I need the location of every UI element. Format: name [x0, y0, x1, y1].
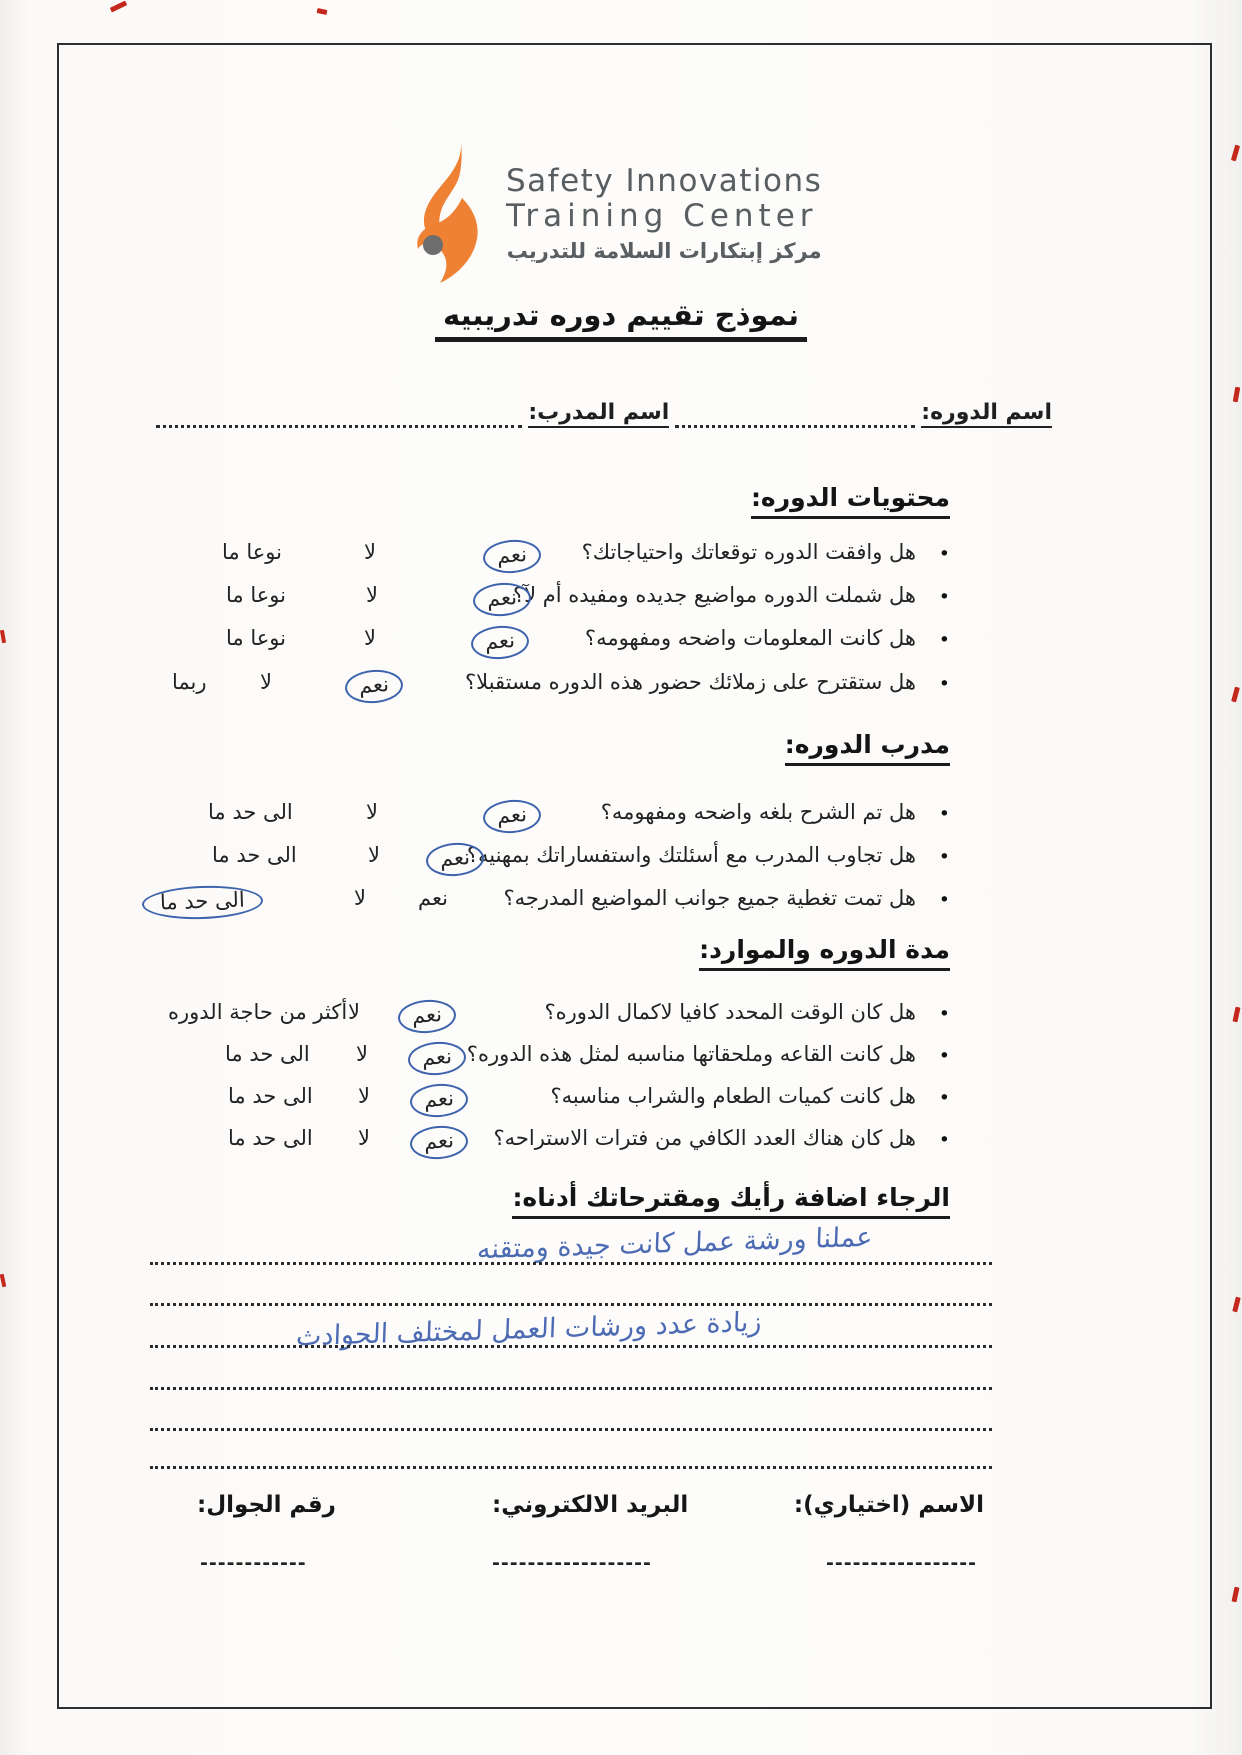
option-yes[interactable]: نعم [472, 581, 532, 618]
option-to-some-extent[interactable]: الى حد ما [228, 1126, 313, 1150]
question-row [140, 886, 952, 922]
email-field[interactable]: ------------------ [492, 1552, 652, 1574]
option-yes[interactable]: نعم [397, 998, 457, 1035]
question-row [140, 843, 952, 879]
option-no[interactable]: لا [368, 843, 380, 867]
red-scan-mark [1231, 145, 1240, 162]
question-row [140, 540, 952, 576]
form-title: نموذج تقييم دوره تدريبيه [435, 298, 807, 342]
instructor-name-field[interactable] [156, 405, 522, 428]
mobile-number-field[interactable]: ------------ [200, 1552, 307, 1574]
option-to-some-extent[interactable]: الى حد ما [225, 1042, 310, 1066]
option-yes[interactable]: نعم [344, 668, 404, 705]
option-more-than-needed[interactable]: أكثر من حاجة الدوره [168, 1000, 348, 1024]
option-no[interactable]: لا [364, 540, 376, 564]
bullet-icon: • [938, 629, 950, 651]
option-somewhat[interactable]: نوعا ما [226, 583, 286, 607]
red-scan-mark [0, 630, 6, 643]
question-row [140, 1126, 952, 1162]
option-yes[interactable]: نعم [409, 1082, 469, 1119]
option-yes[interactable]: نعم [470, 624, 530, 661]
question-text: هل كانت القاعه وملحقاتها مناسبه لمثل هذه الدوره؟ [466, 1042, 916, 1066]
question-text: هل كان هناك العدد الكافي من فترات الاستراحه؟ [493, 1126, 916, 1150]
question-row [140, 1042, 952, 1078]
course-name-field[interactable] [675, 405, 915, 428]
option-no[interactable]: لا [358, 1084, 370, 1108]
question-text: هل ستقترح على زملائك حضور هذه الدوره مستقبلا؟ [465, 670, 916, 694]
question-row [140, 583, 952, 619]
red-scan-mark [1232, 1297, 1240, 1313]
section-header-course-contents: محتويات الدوره: [751, 483, 950, 519]
name-fields-row [150, 400, 1052, 428]
name-optional-label: الاسم (اختياري): [793, 1492, 984, 1518]
option-no[interactable]: لا [354, 886, 366, 910]
red-scan-mark [1231, 1587, 1239, 1603]
question-row [140, 670, 952, 706]
section-header-duration-resources: مدة الدوره والموارد: [699, 935, 950, 971]
instructor-name-label: اسم المدرب: [528, 400, 669, 428]
section-header-instructor: مدرب الدوره: [785, 730, 950, 766]
red-scan-mark [110, 1, 127, 13]
option-maybe[interactable]: ربما [172, 670, 207, 694]
question-text: هل شملت الدوره مواضيع جديده ومفيده أم لآ؟ [512, 583, 916, 607]
name-field[interactable]: ----------------- [826, 1552, 978, 1574]
option-somewhat[interactable]: نوعا ما [226, 626, 286, 650]
option-yes[interactable]: نعم [407, 1040, 467, 1077]
flame-logo-icon [402, 142, 494, 290]
red-scan-mark [1232, 1007, 1240, 1023]
option-to-some-extent[interactable]: الى حد ما [228, 1084, 313, 1108]
question-row [140, 1000, 952, 1036]
question-text: هل كانت كميات الطعام والشراب مناسبه؟ [550, 1084, 916, 1108]
red-scan-mark [317, 8, 328, 15]
option-no[interactable]: لا [366, 800, 378, 824]
option-yes[interactable]: نعم [409, 1124, 469, 1161]
red-scan-mark [1233, 387, 1241, 403]
option-yes[interactable]: نعم [425, 841, 485, 878]
option-yes[interactable]: نعم [482, 538, 542, 575]
question-text: هل وافقت الدوره توقعاتك واحتياجاتك؟ [581, 540, 916, 564]
comment-line[interactable] [150, 1345, 992, 1348]
comment-line[interactable] [150, 1428, 992, 1431]
bullet-icon: • [938, 673, 950, 695]
question-text: هل تمت تغطية جميع جوانب المواضيع المدرجه؟ [503, 886, 916, 910]
logo-text-line2: Training Center [506, 197, 818, 234]
question-row [140, 800, 952, 836]
logo-text-arabic: مركز إبتكارات السلامة للتدريب [506, 239, 822, 264]
option-no[interactable]: لا [260, 670, 272, 694]
bullet-icon: • [938, 889, 950, 911]
option-no[interactable]: لا [366, 583, 378, 607]
bullet-icon: • [938, 543, 950, 565]
mobile-number-label: رقم الجوال: [197, 1492, 336, 1518]
question-row [140, 626, 952, 662]
email-label: البريد الالكتروني: [492, 1492, 689, 1518]
question-row [140, 1084, 952, 1120]
handwritten-comment-2: زيادة عدد ورشات العمل لمختلف الحوادث [295, 1306, 763, 1353]
bullet-icon: • [938, 846, 950, 868]
red-scan-mark [0, 1274, 6, 1288]
logo [402, 138, 822, 290]
bullet-icon: • [938, 1045, 950, 1067]
bullet-icon: • [938, 803, 950, 825]
question-text: هل تم الشرح بلغه واضحه ومفهومه؟ [600, 800, 916, 824]
option-yes[interactable]: نعم [482, 798, 542, 835]
option-to-some-extent[interactable]: الى حد ما [208, 800, 293, 824]
logo-text-line1: Safety Innovations [506, 163, 823, 199]
question-text: هل كانت المعلومات واضحه ومفهومه؟ [584, 626, 916, 650]
option-no[interactable]: لا [348, 1000, 360, 1024]
comment-line[interactable] [150, 1466, 992, 1469]
option-no[interactable]: لا [358, 1126, 370, 1150]
comment-line[interactable] [150, 1387, 992, 1390]
option-to-some-extent[interactable]: الى حد ما [212, 843, 297, 867]
comment-line[interactable] [150, 1262, 992, 1265]
bullet-icon: • [938, 1003, 950, 1025]
option-somewhat[interactable]: نوعا ما [222, 540, 282, 564]
bullet-icon: • [938, 1129, 950, 1151]
option-to-some-extent[interactable]: الى حد ما [141, 884, 263, 921]
comments-header: الرجاء اضافة رأيك ومقترحاتك أدناه: [512, 1183, 950, 1219]
question-text: هل تجاوب المدرب مع أسئلتك واستفساراتك بمهنيه؟ [466, 843, 916, 867]
red-scan-mark [1231, 687, 1240, 703]
option-no[interactable]: لا [356, 1042, 368, 1066]
handwritten-comment-1: عملنا ورشة عمل كانت جيدة ومتقنه [476, 1221, 873, 1266]
course-name-label: اسم الدوره: [921, 400, 1052, 428]
bullet-icon: • [938, 1087, 950, 1109]
comment-line[interactable] [150, 1303, 992, 1306]
question-text: هل كان الوقت المحدد كافيا لاكمال الدوره؟ [544, 1000, 916, 1024]
option-yes[interactable]: نعم [418, 886, 448, 910]
option-no[interactable]: لا [364, 626, 376, 650]
bullet-icon: • [938, 586, 950, 608]
